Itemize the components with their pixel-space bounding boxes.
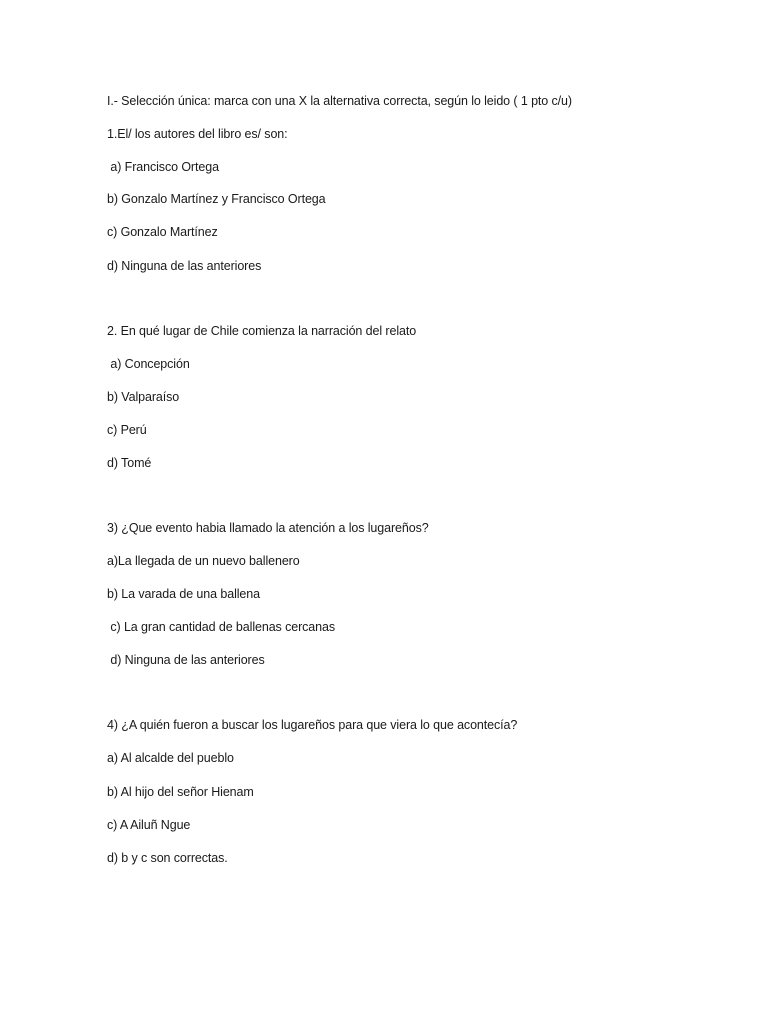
- question-1-option-c: c) Gonzalo Martínez: [107, 225, 218, 239]
- question-2-option-d: d) Tomé: [107, 456, 152, 470]
- question-4-option-a: a) Al alcalde del pueblo: [107, 751, 234, 765]
- question-1-prompt: 1.El/ los autores del libro es/ son:: [107, 127, 288, 141]
- question-3-option-a: a)La llegada de un nuevo ballenero: [107, 554, 300, 568]
- question-3-option-b: b) La varada de una ballena: [107, 587, 260, 601]
- instructions-heading: I.- Selección única: marca con una X la alternativa correcta, según lo leido ( 1 pto c/u): [107, 94, 572, 108]
- question-3-option-d: d) Ninguna de las anteriores: [107, 653, 265, 667]
- question-2-option-b: b) Valparaíso: [107, 390, 180, 404]
- question-4-option-c: c) A Ailuñ Ngue: [107, 818, 191, 832]
- question-1-option-b: b) Gonzalo Martínez y Francisco Ortega: [107, 192, 326, 206]
- question-2-option-c: c) Perú: [107, 423, 147, 437]
- question-4-prompt: 4) ¿A quién fueron a buscar los lugareños para que viera lo que acontecía?: [107, 718, 518, 732]
- question-3-option-c: c) La gran cantidad de ballenas cercanas: [107, 620, 335, 634]
- question-4-option-b: b) Al hijo del señor Hienam: [107, 785, 254, 799]
- question-1-option-a: a) Francisco Ortega: [107, 160, 219, 174]
- question-1-option-d: d) Ninguna de las anteriores: [107, 259, 262, 273]
- question-3-prompt: 3) ¿Que evento habia llamado la atención a los lugareños?: [107, 521, 429, 535]
- question-2-prompt: 2. En qué lugar de Chile comienza la narración del relato: [107, 324, 417, 338]
- question-4-option-d: d) b y c son correctas.: [107, 851, 228, 865]
- question-2-option-a: a) Concepción: [107, 357, 190, 371]
